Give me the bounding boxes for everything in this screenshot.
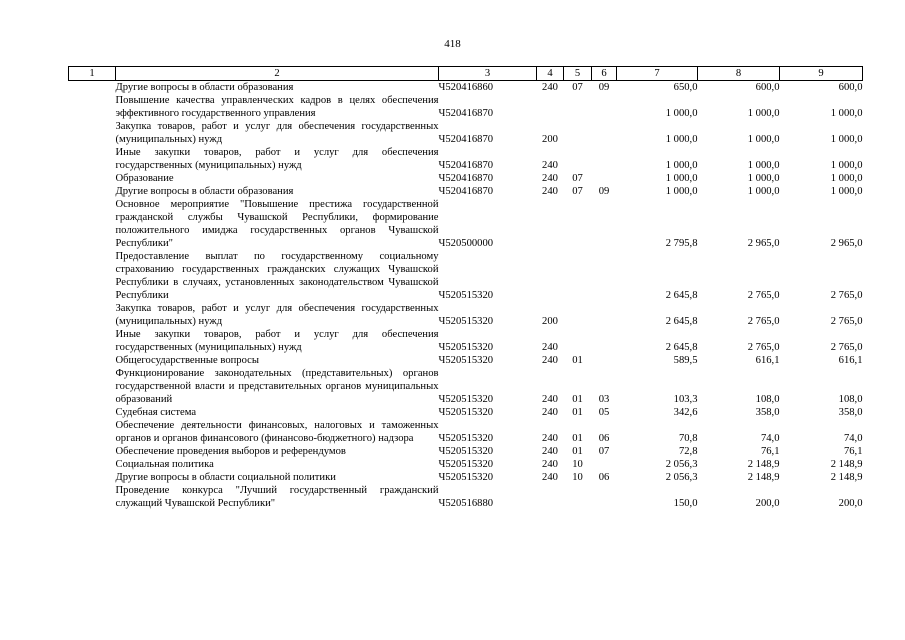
cell-code: Ч520515320 [438, 355, 494, 366]
cell-value-8: 108,0 [755, 394, 780, 405]
table-row [69, 172, 863, 185]
cell-value-8: 2 765,0 [747, 290, 780, 301]
cell-name: Иные закупки товаров, работ и услуг для обеспечения государственных (муниципальных) нужд [115, 329, 439, 353]
cell-value-7: 1 000,0 [665, 134, 698, 145]
cell-rz: 07 [572, 173, 583, 184]
cell-rz [564, 328, 592, 354]
table-row [69, 354, 863, 367]
cell-code: Ч520416870 [438, 173, 494, 184]
cell-value-7: 2 795,8 [665, 238, 698, 249]
cell-value-9: 2 148,9 [830, 472, 863, 483]
cell-rz [564, 120, 592, 146]
cell-pr: 09 [598, 186, 610, 197]
cell-value-7: 2 645,8 [665, 316, 698, 327]
cell-value-7: 1 000,0 [665, 160, 698, 171]
cell-pr [592, 328, 617, 354]
cell-col-1 [69, 172, 116, 185]
cell-name: Иные закупки товаров, работ и услуг для обеспечения государственных (муниципальных) нужд [115, 147, 439, 171]
cell-name: Обеспечение проведения выборов и референдумов [115, 446, 346, 457]
cell-name: Функционирование законодательных (представительных) органов государственной власти и представительных органов муниципальных образований [115, 368, 439, 405]
cell-value-7: 150,0 [673, 498, 698, 509]
cell-col-1 [69, 354, 116, 367]
cell-name: Обеспечение деятельности финансовых, налоговых и таможенных органов и органов финансового (финансово-бюджетного) надзора [115, 420, 439, 444]
cell-vr: 200 [542, 316, 558, 327]
cell-value-9: 1 000,0 [830, 108, 863, 119]
cell-pr: 09 [598, 82, 610, 93]
table-row [69, 81, 863, 95]
cell-name: Закупка товаров, работ и услуг для обеспечения государственных (муниципальных) нужд [115, 121, 439, 145]
header-col-8: 8 [698, 67, 780, 81]
cell-pr [592, 172, 617, 185]
cell-col-1 [69, 185, 116, 198]
cell-col-1 [69, 120, 116, 146]
cell-value-9: 2 148,9 [830, 459, 863, 470]
cell-pr: 06 [598, 433, 610, 444]
table-row [69, 419, 863, 445]
cell-vr: 240 [542, 433, 558, 444]
cell-name: Проведение конкурса "Лучший государственный гражданский служащий Чувашской Республики" [115, 485, 439, 509]
cell-col-1 [69, 484, 116, 510]
cell-pr: 07 [598, 446, 610, 457]
cell-value-8: 1 000,0 [747, 134, 780, 145]
cell-rz: 01 [572, 407, 583, 418]
cell-value-7: 2 645,8 [665, 290, 698, 301]
cell-code: Ч520416870 [438, 134, 494, 145]
cell-name: Социальная политика [115, 459, 214, 470]
header-col-9: 9 [780, 67, 863, 81]
cell-col-1 [69, 198, 116, 250]
cell-value-8: 2 148,9 [747, 472, 780, 483]
cell-value-8: 616,1 [755, 355, 780, 366]
cell-vr: 240 [542, 342, 558, 353]
table-row [69, 367, 863, 406]
table-row [69, 484, 863, 510]
cell-name: Повышение качества управленческих кадров в целях обеспечения эффективного государственного управления [115, 95, 439, 119]
cell-value-8: 1 000,0 [747, 186, 780, 197]
table-header [69, 67, 863, 81]
cell-rz [564, 302, 592, 328]
cell-value-7: 342,6 [673, 407, 698, 418]
cell-col-1 [69, 367, 116, 406]
cell-value-7: 1 000,0 [665, 108, 698, 119]
table-row [69, 146, 863, 172]
cell-rz [564, 198, 592, 250]
table-row [69, 185, 863, 198]
cell-code: Ч520515320 [438, 407, 494, 418]
cell-rz: 07 [572, 186, 583, 197]
header-row [69, 67, 863, 81]
cell-vr [537, 484, 564, 510]
cell-value-7: 2 645,8 [665, 342, 698, 353]
cell-value-7: 72,8 [678, 446, 698, 457]
cell-value-8: 2 765,0 [747, 316, 780, 327]
cell-value-8: 600,0 [755, 82, 780, 93]
cell-value-7: 70,8 [678, 433, 698, 444]
cell-vr: 240 [542, 472, 558, 483]
table-row [69, 458, 863, 471]
cell-code: Ч520515320 [438, 316, 494, 327]
cell-col-1 [69, 81, 116, 95]
cell-name: Судебная система [115, 407, 197, 418]
cell-col-1 [69, 471, 116, 484]
cell-rz [564, 484, 592, 510]
table-row [69, 94, 863, 120]
cell-code: Ч520515320 [438, 472, 494, 483]
cell-vr [537, 250, 564, 302]
cell-code: Ч520516880 [438, 498, 494, 509]
cell-rz [564, 250, 592, 302]
cell-code: Ч520515320 [438, 446, 494, 457]
cell-rz: 01 [572, 433, 583, 444]
cell-value-9: 76,1 [843, 446, 863, 457]
cell-pr: 06 [598, 472, 610, 483]
cell-code: Ч520416860 [438, 82, 494, 93]
cell-value-9: 108,0 [838, 394, 863, 405]
table-row [69, 328, 863, 354]
cell-name: Другие вопросы в области образования [115, 82, 294, 93]
header-col-4: 4 [537, 67, 564, 81]
cell-value-7: 2 056,3 [665, 459, 698, 470]
cell-code: Ч520515320 [438, 342, 494, 353]
table-row [69, 471, 863, 484]
cell-pr: 05 [598, 407, 610, 418]
cell-value-9: 1 000,0 [830, 186, 863, 197]
cell-code: Ч520515320 [438, 290, 494, 301]
cell-value-9: 74,0 [843, 433, 863, 444]
cell-pr [592, 354, 617, 367]
cell-vr: 240 [542, 446, 558, 457]
table-row [69, 445, 863, 458]
page-number: 418 [444, 38, 461, 50]
header-col-6: 6 [592, 67, 617, 81]
cell-value-8: 358,0 [755, 407, 780, 418]
cell-value-9: 2 765,0 [830, 316, 863, 327]
cell-rz: 01 [572, 446, 583, 457]
cell-code: Ч520500000 [438, 238, 494, 249]
cell-vr: 240 [542, 82, 558, 93]
cell-vr: 200 [542, 134, 558, 145]
table-row [69, 302, 863, 328]
header-col-1: 1 [69, 67, 116, 81]
cell-col-1 [69, 406, 116, 419]
cell-rz: 07 [572, 82, 583, 93]
cell-value-9: 600,0 [838, 82, 863, 93]
cell-pr [592, 302, 617, 328]
cell-value-8: 200,0 [755, 498, 780, 509]
cell-name: Другие вопросы в области образования [115, 186, 294, 197]
cell-value-8: 76,1 [760, 446, 780, 457]
cell-value-8: 1 000,0 [747, 173, 780, 184]
header-col-3: 3 [439, 67, 537, 81]
cell-value-8: 1 000,0 [747, 160, 780, 171]
cell-pr [592, 94, 617, 120]
cell-name: Закупка товаров, работ и услуг для обеспечения государственных (муниципальных) нужд [115, 303, 439, 327]
header-col-7: 7 [617, 67, 698, 81]
cell-code: Ч520515320 [438, 459, 494, 470]
cell-name: Другие вопросы в области социальной политики [115, 472, 336, 483]
cell-vr: 240 [542, 186, 558, 197]
cell-value-9: 1 000,0 [830, 160, 863, 171]
cell-vr [537, 94, 564, 120]
cell-name: Образование [115, 173, 174, 184]
cell-vr: 240 [542, 407, 558, 418]
cell-pr [592, 198, 617, 250]
cell-code: Ч520416870 [438, 108, 494, 119]
cell-value-8: 1 000,0 [747, 108, 780, 119]
cell-code: Ч520515320 [438, 433, 494, 444]
cell-value-9: 1 000,0 [830, 173, 863, 184]
cell-value-9: 2 765,0 [830, 290, 863, 301]
cell-rz [564, 146, 592, 172]
cell-code: Ч520416870 [438, 186, 494, 197]
budget-table [68, 66, 863, 510]
cell-rz: 01 [572, 394, 583, 405]
cell-value-7: 650,0 [673, 82, 698, 93]
cell-name: Предоставление выплат по государственному социальному страхованию государственных гражданских служащих Чувашской Республики в случаях, установленных законодательством Чувашской Республики [115, 251, 439, 301]
table-row [69, 198, 863, 250]
cell-value-9: 616,1 [838, 355, 863, 366]
cell-col-1 [69, 445, 116, 458]
table-row [69, 120, 863, 146]
cell-rz: 01 [572, 355, 583, 366]
cell-name: Общегосударственные вопросы [115, 355, 259, 366]
cell-value-9: 1 000,0 [830, 134, 863, 145]
cell-vr: 240 [542, 160, 558, 171]
cell-pr [592, 120, 617, 146]
cell-vr: 240 [542, 355, 558, 366]
cell-vr: 240 [542, 459, 558, 470]
cell-col-1 [69, 94, 116, 120]
cell-rz [564, 94, 592, 120]
cell-col-1 [69, 146, 116, 172]
cell-vr: 240 [542, 173, 558, 184]
cell-code: Ч520416870 [438, 160, 494, 171]
cell-code: Ч520515320 [438, 394, 494, 405]
cell-value-8: 74,0 [760, 433, 780, 444]
header-col-2: 2 [116, 67, 439, 81]
header-col-5: 5 [564, 67, 592, 81]
cell-value-7: 589,5 [673, 355, 698, 366]
cell-pr [592, 484, 617, 510]
cell-value-8: 2 148,9 [747, 459, 780, 470]
cell-col-1 [69, 302, 116, 328]
cell-vr: 240 [542, 394, 558, 405]
cell-name: Основное мероприятие "Повышение престижа государственной гражданской службы Чувашской Республики, формирование положительного имиджа государственных органов Чувашской Республики" [115, 199, 439, 249]
cell-value-7: 103,3 [673, 394, 698, 405]
table-body [69, 81, 863, 511]
cell-value-7: 1 000,0 [665, 173, 698, 184]
cell-pr [592, 250, 617, 302]
cell-rz: 10 [572, 459, 583, 470]
cell-col-1 [69, 328, 116, 354]
cell-value-7: 1 000,0 [665, 186, 698, 197]
cell-value-9: 2 965,0 [830, 238, 863, 249]
cell-col-1 [69, 250, 116, 302]
cell-pr: 03 [598, 394, 610, 405]
cell-pr [592, 458, 617, 471]
cell-value-9: 2 765,0 [830, 342, 863, 353]
cell-value-7: 2 056,3 [665, 472, 698, 483]
cell-col-1 [69, 458, 116, 471]
cell-value-9: 358,0 [838, 407, 863, 418]
table-row [69, 406, 863, 419]
cell-rz: 10 [572, 472, 583, 483]
cell-value-8: 2 765,0 [747, 342, 780, 353]
cell-pr [592, 146, 617, 172]
cell-vr [537, 198, 564, 250]
cell-value-8: 2 965,0 [747, 238, 780, 249]
table-row [69, 250, 863, 302]
cell-value-9: 200,0 [838, 498, 863, 509]
cell-col-1 [69, 419, 116, 445]
